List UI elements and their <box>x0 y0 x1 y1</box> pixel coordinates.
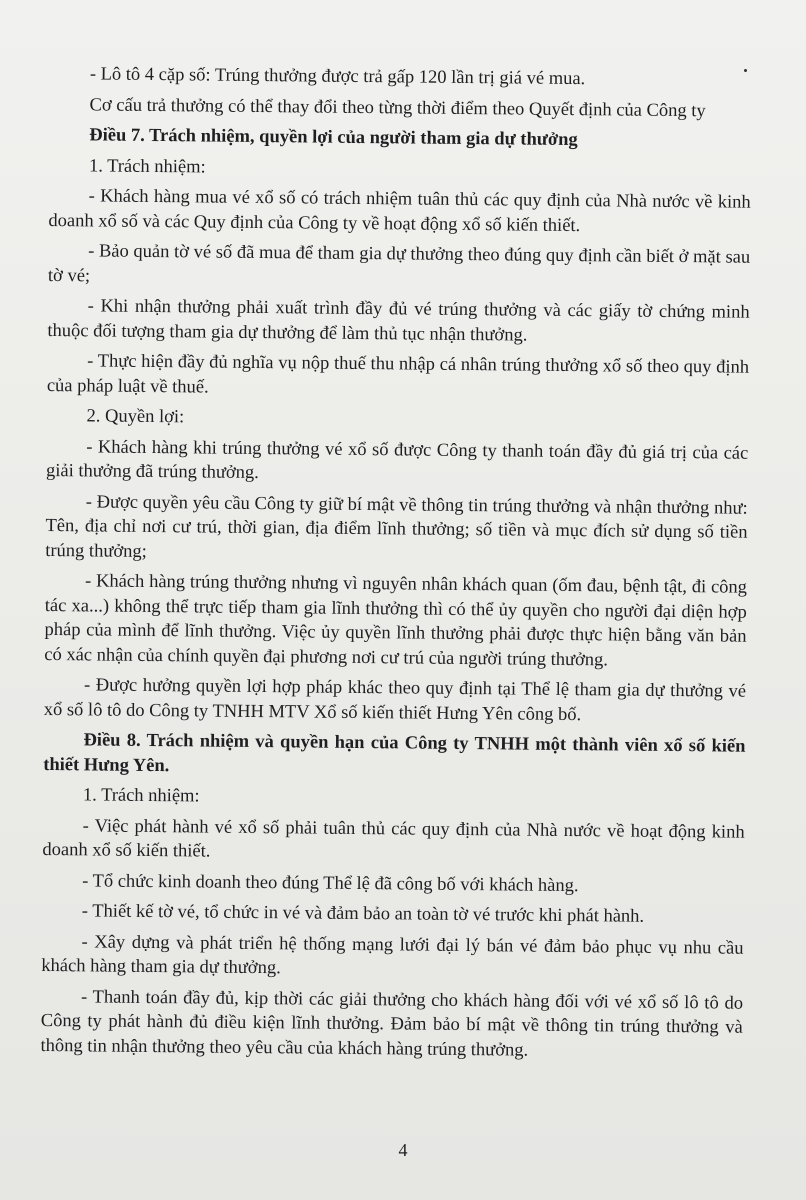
paragraph: Cơ cấu trả thưởng có thể thay đổi theo từng thời điểm theo Quyết định của Công ty <box>89 94 706 121</box>
paragraph: - Tổ chức kinh doanh theo đúng Thể lệ đã công bố với khách hàng. <box>82 870 579 896</box>
section-label: 1. Trách nhiệm: <box>82 785 200 807</box>
paragraph: - Khách hàng mua vé xổ số có trách nhiệm tuân thủ các quy định của Nhà nước về kinh doanh xổ số và các Quy định của Công ty về hoạt động xổ số kiến thiết. <box>48 186 751 236</box>
paragraph: - Khách hàng khi trúng thưởng vé xổ số được Công ty thanh toán đầy đủ giá trị của các giải thưởng đã trúng thưởng. <box>45 436 749 484</box>
paragraph: - Bảo quản tờ vé số đã mua để tham gia dự thưởng theo đúng quy định cần biết ở mặt sau tờ vé; <box>47 241 751 286</box>
paragraph: - Khi nhận thưởng phải xuất trình đầy đủ vé trúng thưởng và các giấy tờ chứng minh thuộc đối tượng tham gia dự thưởng để làm thủ tục nhận thưởng. <box>47 296 750 346</box>
page-number: 4 <box>398 1140 408 1160</box>
section-label: 2. Quyền lợi: <box>86 406 185 428</box>
paragraph: - Được quyền yêu cầu Công ty giữ bí mật về thông tin trúng thưởng và nhận thưởng như: Tên, địa chỉ nơi cư trú, thời gian, địa điểm lĩnh thưởng; số tiền và mục đích sử dụng số tiền trúng thưởng; <box>45 491 748 562</box>
paragraph: - Được hưởng quyền lợi hợp pháp khác theo quy định tại Thể lệ tham gia dự thưởng vé xổ số lô tô do Công ty TNHH MTV Xổ số kiến thiết Hưng Yên công bố. <box>43 675 747 725</box>
paragraph: - Thực hiện đầy đủ nghĩa vụ nộp thuế thu nhập cá nhân trúng thưởng xổ số theo quy định của pháp luật về thuế. <box>46 351 750 398</box>
paragraph: - Thanh toán đầy đủ, kịp thời các giải thưởng cho khách hàng đối với vé xổ số lô tô do Công ty phát hành đủ điều kiện lĩnh thưởng. Đảm bảo bí mật về thông tin trúng thưởng và thông tin nhận thưởng theo yêu cầu của khách hàng trúng thưởng. <box>40 986 744 1061</box>
section-label: 1. Trách nhiệm: <box>88 155 206 177</box>
paragraph: - Khách hàng trúng thưởng nhưng vì nguyên nhân khách quan (ốm đau, bệnh tật, đi công tác xa...) không thể trực tiếp tham gia lĩnh thưởng thì có thể ủy quyền cho người đại diện hợp pháp của mình để lĩnh thưởng. Việc ủy quyền lĩnh thưởng phải được thực hiện bằng văn bản có xác nhận của chính quyền đại phương nơi cư trú của người trúng thưởng. <box>44 571 748 670</box>
paragraph: - Thiết kế tờ vé, tổ chức in vé và đảm bảo an toàn tờ vé trước khi phát hành. <box>81 901 645 927</box>
paragraph: - Lô tô 4 cặp số: Trúng thưởng được trả gấp 120 lần trị giá vé mua. <box>89 64 586 90</box>
document-body <box>40 62 752 1065</box>
paragraph: - Việc phát hành vé xổ số phải tuân thủ các quy định của Nhà nước về hoạt động kinh doanh xổ số kiến thiết. <box>42 815 745 862</box>
paragraph: - Xây dựng và phát triển hệ thống mạng lưới đại lý bán vé đảm bảo phục vụ nhu cầu khách hàng tham gia dự thưởng. <box>41 931 744 979</box>
article-7-heading: Điều 7. Trách nhiệm, quyền lợi của người tham gia dự thưởng <box>89 125 578 151</box>
article-8-heading: Điều 8. Trách nhiệm và quyền hạn của Công ty TNHH một thành viên xổ số kiến thiết Hưng Yên. <box>43 730 746 776</box>
